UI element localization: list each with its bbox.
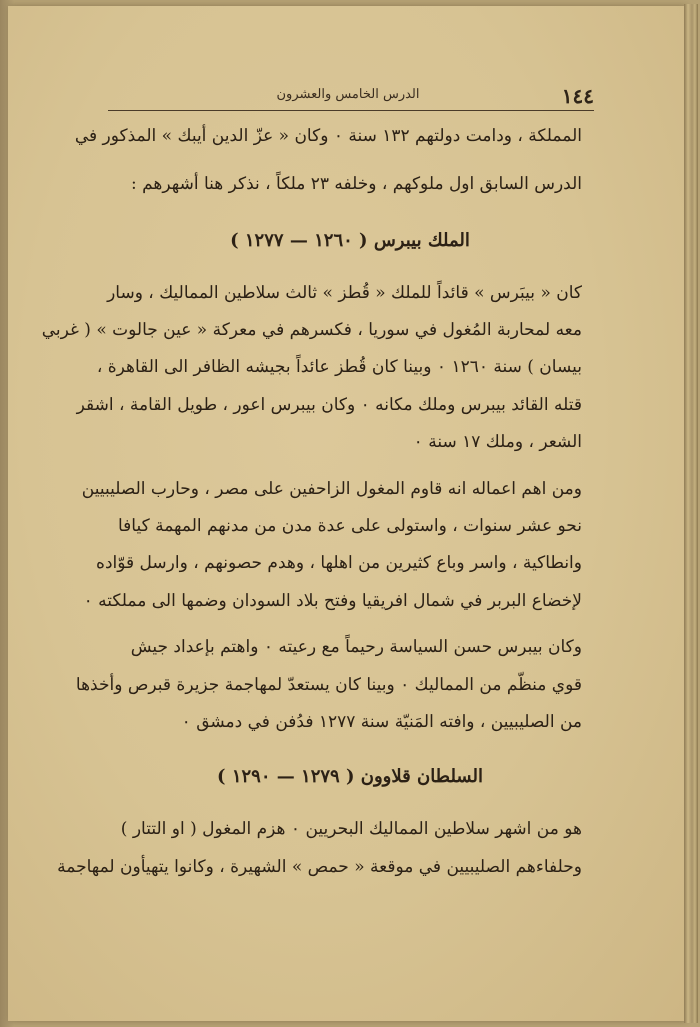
- page-edge: [684, 4, 698, 1023]
- header-rule: [108, 110, 594, 111]
- section-heading-qalawun: السلطان قلاوون ( ١٢٧٩ — ١٢٩٠ ): [217, 766, 483, 787]
- text-line: الشعر ، وملك ١٧ سنة ٠: [413, 432, 582, 452]
- text-line: من الصليبيين ، وافته المَنيّة سنة ١٢٧٧ فدُفن في دمشق ٠: [181, 712, 582, 732]
- page-header: [108, 84, 594, 110]
- text-line: وكان بيبرس حسن السياسة رحيماً مع رعيته ٠ واهتم بإعداد جيش: [130, 637, 582, 657]
- text-line: وحلفاءهم الصليبيين في موقعة « حمص » الشهيرة ، وكانوا يتهيأون لمهاجمة: [57, 857, 582, 877]
- text-line: الدرس السابق اول ملوكهم ، وخلفه ٢٣ ملكاً ، نذكر هنا أشهرهم :: [130, 174, 582, 194]
- text-line: ومن اهم اعماله انه قاوم المغول الزاحفين على مصر ، وحارب الصليبيين: [81, 479, 582, 499]
- text-line: المملكة ، ودامت دولتهم ١٣٢ سنة ٠ وكان « عزّ الدين أيبك » المذكور في: [74, 126, 582, 146]
- text-line: كان « بيبَرس » قائداً للملك « قُطز » ثالث سلاطين المماليك ، وسار: [107, 283, 582, 303]
- text-line: نحو عشر سنوات ، واستولى على عدة مدن من مدنهم المهمة كيافا: [117, 516, 582, 536]
- text-line: قوي منظّم من المماليك ٠ وبينا كان يستعدّ لمهاجمة جزيرة قبرص وأخذها: [75, 675, 582, 695]
- text-line: لإخضاع البربر في شمال افريقيا وفتح بلاد السودان وضمها الى مملكته ٠: [83, 591, 582, 611]
- page-number: ١٤٤: [561, 84, 594, 108]
- text-line: بيسان ) سنة ١٢٦٠ ٠ وبينا كان قُطز عائداً بجيشه الظافر الى القاهرة ،: [96, 357, 582, 377]
- section-heading-baybars: الملك بيبرس ( ١٢٦٠ — ١٢٧٧ ): [230, 230, 470, 251]
- text-line: معه لمحاربة المُغول في سوريا ، فكسرهم في معركة « عين جالوت » ( غربي: [41, 320, 582, 340]
- text-line: قتله القائد بيبرس وملك مكانه ٠ وكان بيبرس اعور ، طويل القامة ، اشقر: [76, 395, 582, 415]
- text-line: وانطاكية ، واسر وباع كثيرين من اهلها ، وهدم حصونهم ، وارسل قوّاده: [96, 553, 582, 573]
- running-title: الدرس الخامس والعشرون: [276, 87, 420, 102]
- text-line: هو من اشهر سلاطين المماليك البحريين ٠ هزم المغول ( او التتار ): [120, 819, 582, 839]
